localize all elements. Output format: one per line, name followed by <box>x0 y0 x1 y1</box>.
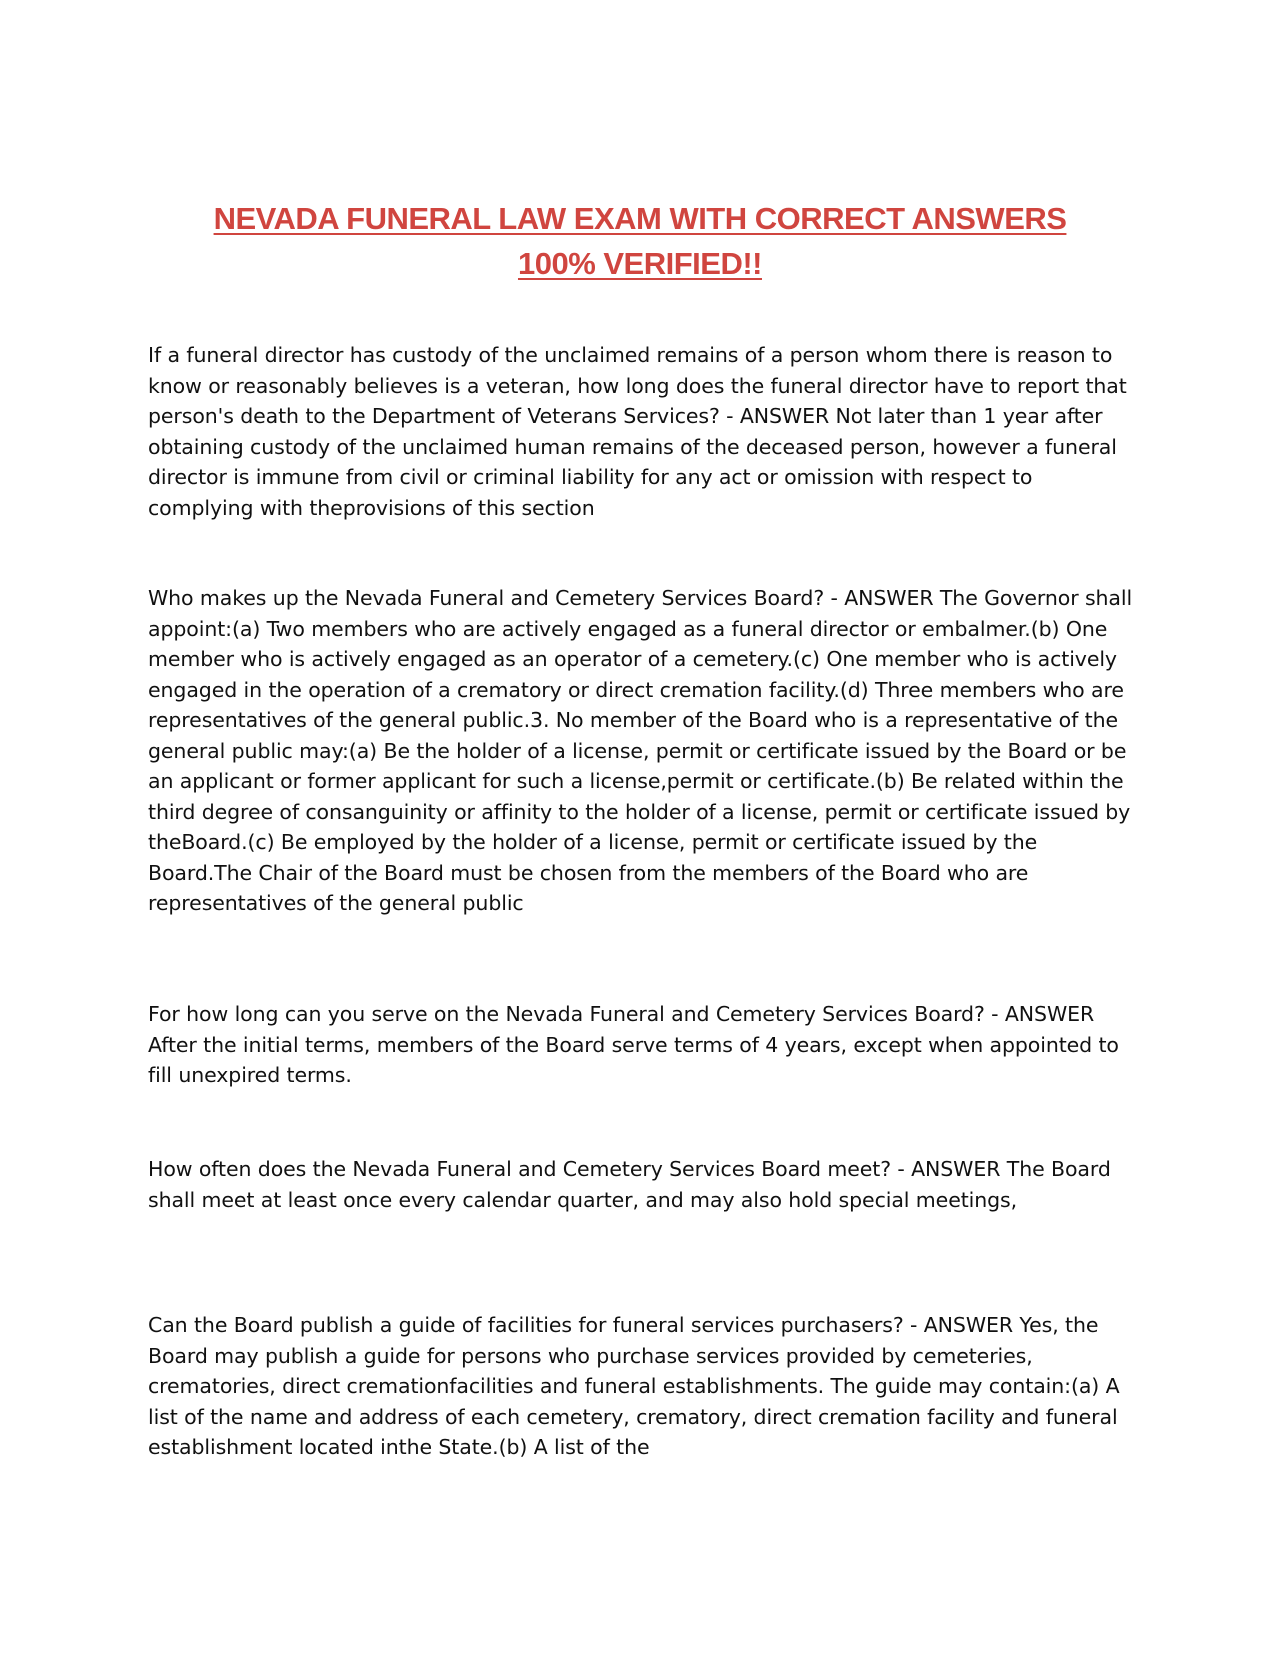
qa-paragraph-veteran-remains: If a funeral director has custody of the unclaimed remains of a person whom there is reason to know or reasonably believes is a veteran, how long does the funeral director have to report that person's death to the Department of Veterans Services? - ANSWER Not later than 1 year after obtaining custody of the unclaimed human remains of the deceased person, however a funeral director is immune from civil or criminal liability for any act or omission with respect to complying with theprovisions of this section <box>148 343 1127 520</box>
document-title <box>100 196 1180 286</box>
qa-paragraph-board-members: Who makes up the Nevada Funeral and Cemetery Services Board? - ANSWER The Governor shall appoint:(a) Two members who are actively engaged as a funeral director or embalmer.(b) One member who is actively engaged as an operator of a cemetery.(c) One member who is actively engaged in the operation of a crematory or direct cremation facility.(d) Three members who are representatives of the general public.3. No member of the Board who is a representative of the general public may:(a) Be the holder of a license, permit or certificate issued by the Board or be an applicant or former applicant for such a license,permit or certificate.(b) Be related within the third degree of consanguinity or affinity to the holder of a license, permit or certificate issued by theBoard.(c) Be employed by the holder of a license, permit or certificate issued by the Board.The Chair of the Board must be chosen from the members of the Board who are representatives of the general public <box>148 586 1133 915</box>
document-title-line-1: NEVADA FUNERAL LAW EXAM WITH CORRECT ANSWERS <box>213 201 1067 236</box>
qa-paragraph-board-terms: For how long can you serve on the Nevada Funeral and Cemetery Services Board? - ANSWER After the initial terms, members of the Board serve terms of 4 years, except when appointed to fill unexpired terms. <box>148 1002 1119 1087</box>
qa-paragraph-board-meetings: How often does the Nevada Funeral and Cemetery Services Board meet? - ANSWER The Board shall meet at least once every calendar quarter, and may also hold special meetings, <box>148 1157 1111 1212</box>
qa-paragraph-facility-guide: Can the Board publish a guide of facilities for funeral services purchasers? - ANSWER Yes, the Board may publish a guide for persons who purchase services provided by cemeteries, crematories, direct cremationfacilities and funeral establishments. The guide may contain:(a) A list of the name and address of each cemetery, crematory, direct cremation facility and funeral establishment located inthe State.(b) A list of the <box>148 1313 1120 1459</box>
document-title-line-2: 100% VERIFIED!! <box>517 246 762 281</box>
